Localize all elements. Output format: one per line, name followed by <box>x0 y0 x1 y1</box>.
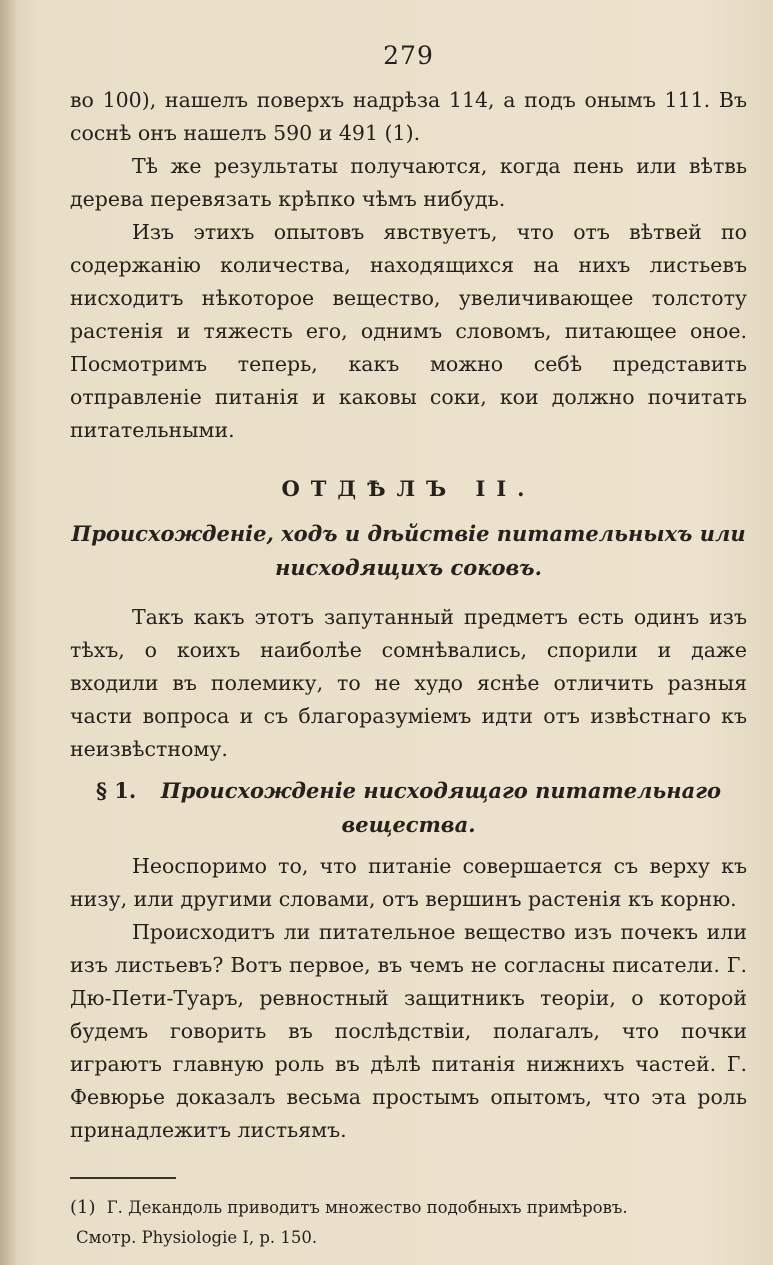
section-heading: ОТДѢЛЪ II. <box>281 476 536 501</box>
paragraph-conclusion: Изъ этихъ опытовъ явствуетъ, что отъ вѣтвей по содержанію количества, находящихся на нихъ листьевъ нисходитъ нѣкоторое вещество, увеличивающее толстоту растенія и тяжесть его, однимъ словомъ, питающее оное. Посмотримъ теперь, какъ можно себѣ представить отправленіе питанія и каковы соки, кои должно почитать питательными. <box>70 220 747 442</box>
page-number: 279 <box>383 41 434 70</box>
paragraph-continued: во 100), нашелъ поверхъ надрѣза 114, а подъ онымъ 111. Въ соснѣ онъ нашелъ 590 и 491 (1). <box>70 88 747 145</box>
paragraph-results: Тѣ же результаты получаются, когда пень или вѣтвь дерева перевязать крѣпко чѣмъ нибудь. <box>70 154 747 211</box>
subsection-title: Происхожденіе нисходящаго питательнаго вещества. <box>160 778 722 837</box>
paragraph-origin: Происходитъ ли питательное вещество изъ почекъ или изъ листьевъ? Вотъ первое, въ чемъ не согласны писатели. Г. Дю-Пети-Туаръ, ревностный защитникъ теоріи, о которой будемъ говорить въ послѣдствіи, полагалъ, что почки играютъ главную роль въ дѣлѣ питанія нижнихъ частей. Г. Февюрье доказалъ весьма простымъ опытомъ, что эта роль принадлежитъ листьямъ. <box>70 920 747 1142</box>
footnote <box>70 1193 747 1253</box>
paragraph-nutrition: Неоспоримо то, что питаніе совершается съ верху къ низу, или другими словами, отъ вершинъ растенія къ корню. <box>70 854 747 911</box>
subsection-number: § 1. <box>95 778 137 803</box>
subsection-heading <box>70 774 747 842</box>
page-spine-shadow <box>0 0 16 1265</box>
footnote-reference: Смотр. Physiologie I, p. 150. <box>76 1228 318 1247</box>
footnote-text: Г. Декандоль приводитъ множество подобныхъ примѣровъ. <box>106 1198 628 1217</box>
paragraph-intro: Такъ какъ этотъ запутанный предметъ есть одинъ изъ тѣхъ, о коихъ наиболѣе сомнѣвались, спорили и даже входили въ полемику, то не худо яснѣе отличить разныя части вопроса и съ благоразуміемъ идти отъ извѣстнаго къ неизвѣстному. <box>70 605 747 761</box>
footnote-divider <box>70 1177 176 1179</box>
footnote-marker: (1) <box>70 1197 96 1218</box>
section-subtitle: Происхожденіе, ходъ и дѣйствіе питательныхъ или нисходящихъ соковъ. <box>71 521 746 580</box>
